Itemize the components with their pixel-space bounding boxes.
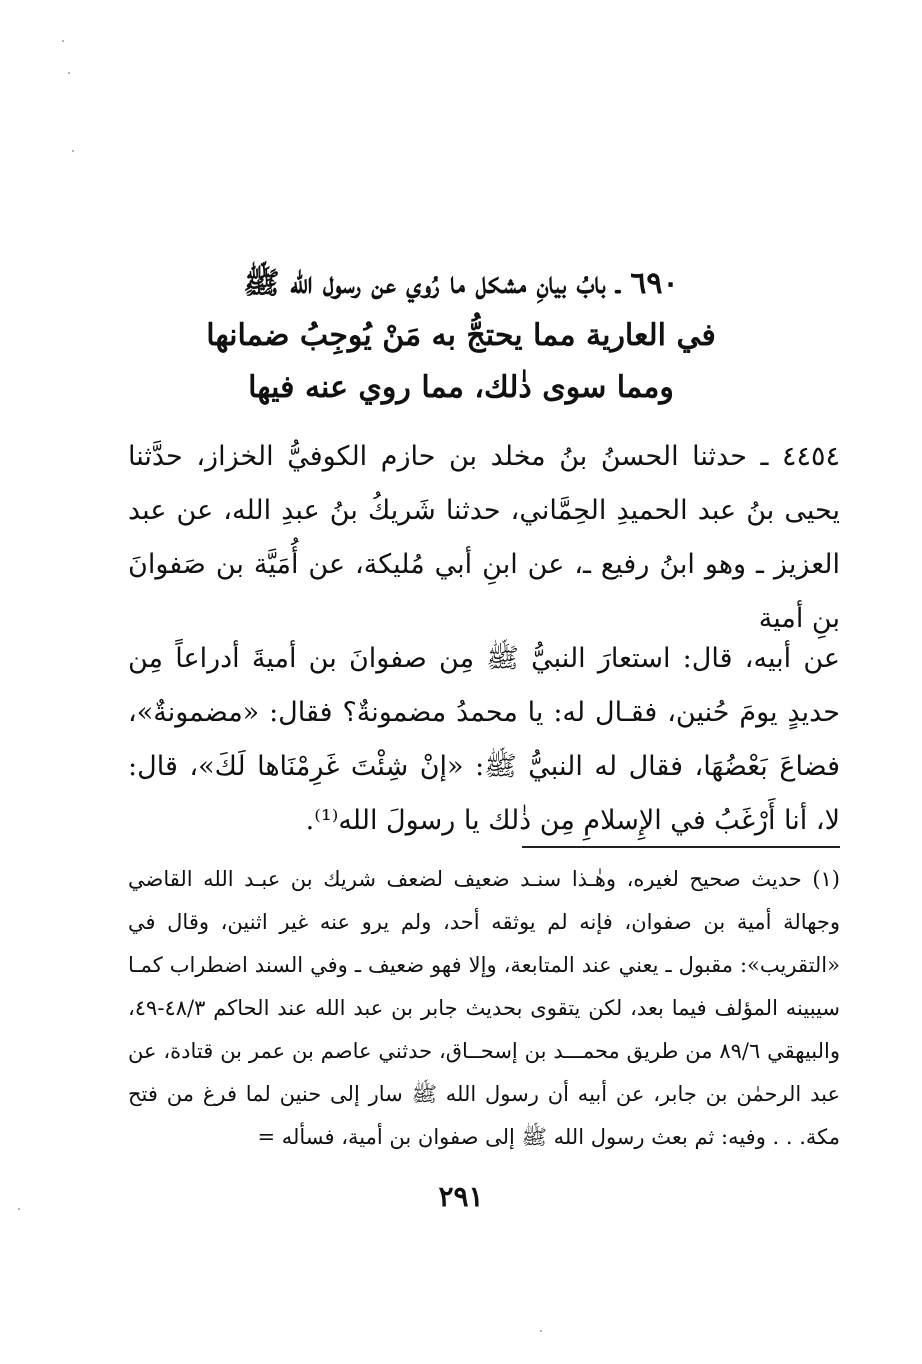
scan-speck: [68, 72, 70, 74]
scan-speck: [72, 150, 74, 152]
chapter-heading: [120, 258, 802, 414]
hadith-matn: عن أبيه، قال: استعارَ النبيُّ ﷺ مِن صفوانَ بن أميةَ أدراعاً مِن حديدٍ يومَ حُنين، فقـال له: يا محمدُ مضمونةٌ؟ فقال: «مضمونةٌ»، فضاعَ بَعْضُهَا، فقال له النبيُّ ﷺ: «إنْ شِئْتَ غَرِمْنَاها لَكَ»، قال: لا، أنا أَرْغَبُ في الإِسلامِ مِن ذٰلك يا رسولَ الله⁽¹⁾.: [128, 643, 840, 836]
footnote-separator: [522, 846, 840, 848]
page-number: ٢٩١: [438, 1180, 484, 1213]
chapter-title-line-3: ومما سوى ذٰلك، مما روي عنه فيها: [248, 370, 674, 405]
hadith-isnad: ٤٤٥٤ ـ حدثنا الحسنُ بنُ مخلد بن حازم الكوفيُّ الخزاز، حدَّثنا يحيى بنُ عبد الحميدِ الحِمَّاني، حدثنا شَريكُ بنُ عبدِ الله، عن عبد العزيز ـ وهو ابنُ رفيع ـ، عن ابنِ أبي مُليكة، عن أُمَيَّة بن صَفوانَ بنِ أمية: [128, 441, 840, 634]
footnote: (١) حديث صحيح لغيره، وهٰـذا سنـد ضعيف لضعف شريك بن عبـد الله القاضي وجهالة أمية بن صفوان، فإنه لم يوثقه أحد، ولم يرو عنه غير اثنين، وقال في «التقريب»: مقبول ـ يعني عند المتابعة، وإلا فهو ضعيف ـ وفي السند اضطراب كمـا سيبينه المؤلف فيما بعد، لكن يتقوى بحديث جابر بن عبد الله عند الحاكم ٤٨/٣-٤٩، والبيهقي ٨٩/٦ من طريق محمـــد بن إسحــاق، حدثني عاصم بن عمر بن قتادة، عن عبد الرحمٰن بن جابر، عن أبيه أن رسول الله ﷺ سار إلى حنين لما فرغ من فتح مكة. . . وفيه: ثم بعث رسول الله ﷺ إلى صفوان بن أمية، فسأله =: [128, 867, 841, 1149]
scan-speck: [62, 40, 64, 42]
chapter-title-line-2: في العارية مما يحتجُّ به مَنْ يُوجِبُ ضمانها: [206, 318, 716, 353]
scan-speck: [540, 1330, 542, 1332]
chapter-title-line-1: ٦٩٠ ـ بابُ بيانِ مشكل ما رُوي عن رسول الله ﷺ: [243, 266, 679, 301]
